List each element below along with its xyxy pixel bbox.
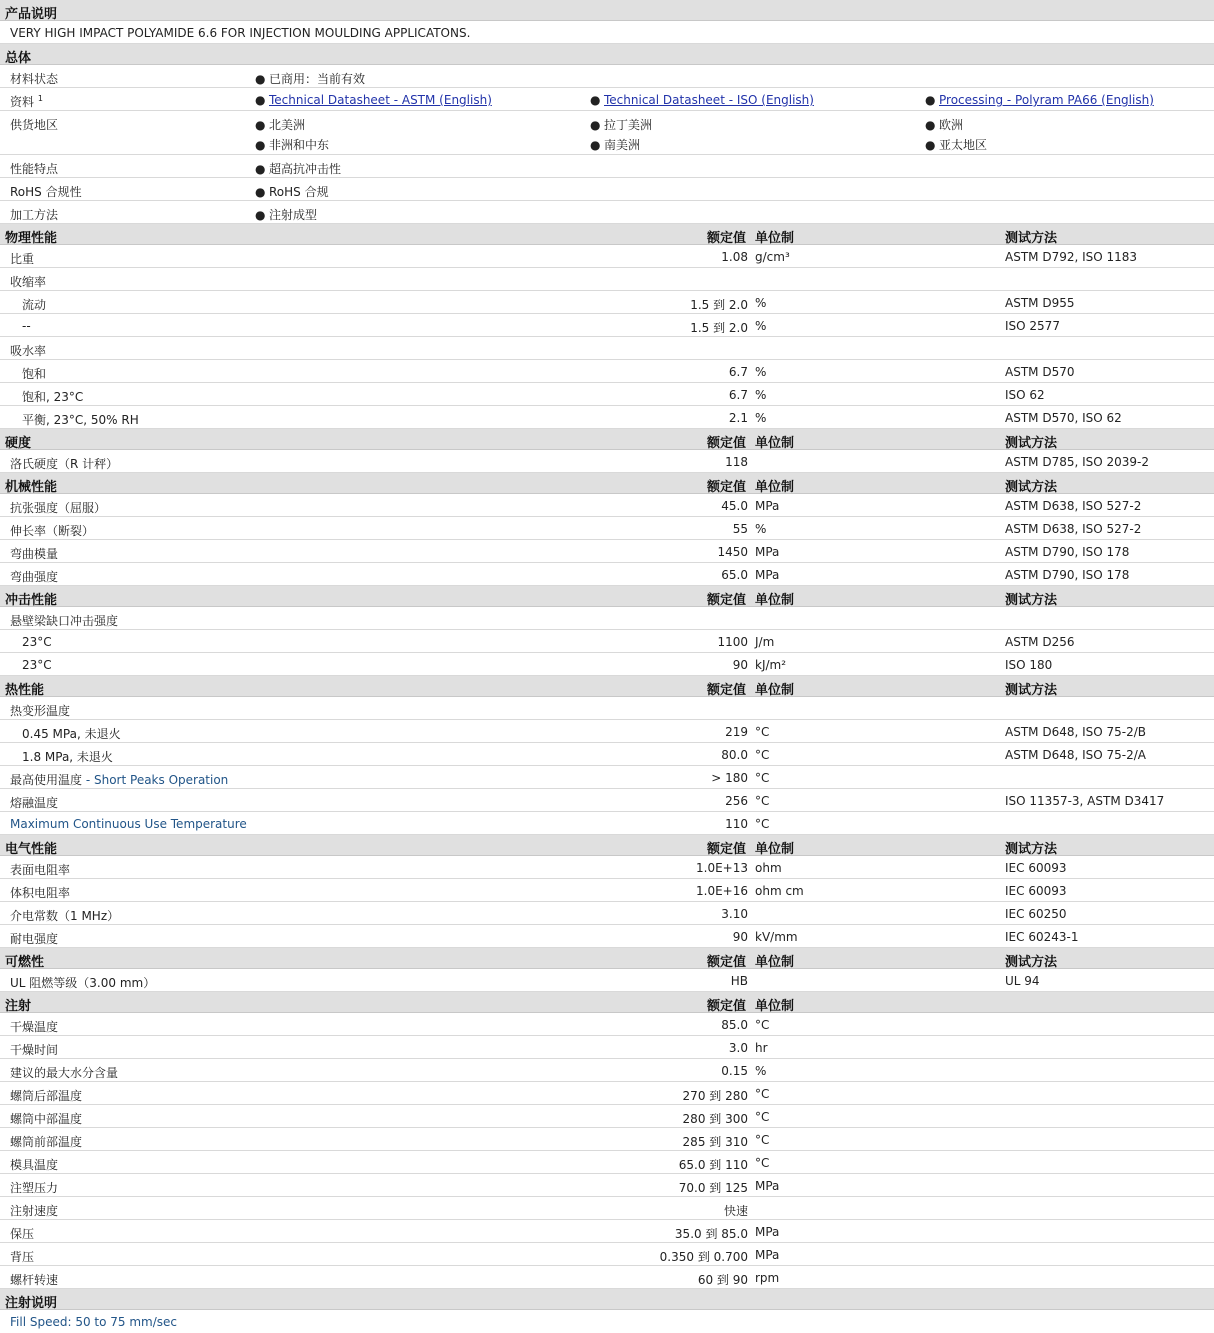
section-title: 热性能 [5, 683, 45, 698]
notes-header [0, 1289, 1214, 1310]
bullet-icon: ● [590, 93, 601, 107]
description-header [0, 0, 1214, 21]
property-method: ASTM D790, ISO 178 [1005, 545, 1130, 559]
property-label: 洛氏硬度（R 计秤） [10, 457, 119, 471]
property-row [0, 1220, 1214, 1243]
property-label: 建议的最大水分含量 [10, 1066, 119, 1080]
property-row [0, 406, 1214, 429]
region-item: ● 欧洲 [925, 118, 964, 132]
property-row [0, 563, 1214, 586]
property-unit: MPa [755, 545, 780, 559]
property-method: IEC 60250 [1005, 907, 1067, 921]
property-value: 2.1 [728, 411, 748, 425]
property-row [0, 766, 1214, 789]
property-row [0, 450, 1214, 473]
property-label: 23°C [22, 658, 52, 672]
section-title: 硬度 [5, 436, 32, 451]
col-method: 测试方法 [1005, 842, 1058, 857]
property-group-row [0, 607, 1214, 630]
property-row [0, 245, 1214, 268]
property-label: 吸水率 [10, 344, 47, 358]
property-row [0, 1128, 1214, 1151]
property-method: ASTM D638, ISO 527-2 [1005, 499, 1142, 513]
rohs-row [0, 178, 1214, 201]
property-value: 3.10 [721, 907, 748, 921]
property-method: IEC 60093 [1005, 861, 1067, 875]
property-label: 饱和, 23°C [22, 390, 84, 404]
regions-row [0, 111, 1214, 155]
property-label: 比重 [10, 252, 35, 266]
property-method: ASTM D785, ISO 2039-2 [1005, 455, 1150, 469]
property-unit: kJ/m² [755, 658, 787, 672]
property-unit: °C [755, 794, 770, 808]
property-unit: °C [755, 725, 770, 739]
col-nominal: 额定值 [707, 436, 747, 451]
property-row [0, 1105, 1214, 1128]
property-unit: °C [755, 1156, 770, 1170]
property-value: 1450 [717, 545, 748, 559]
region-item: ● 非洲和中东 [255, 138, 330, 152]
property-label: 螺筒后部温度 [10, 1089, 83, 1103]
col-nominal: 额定值 [707, 999, 747, 1014]
property-value: > 180 [711, 771, 748, 785]
property-unit: °C [755, 817, 770, 831]
property-value: 70.0 到 125 [678, 1181, 748, 1195]
property-label: 0.45 MPa, 未退火 [22, 727, 121, 741]
property-value: 285 到 310 [682, 1135, 748, 1149]
property-unit: g/cm³ [755, 250, 790, 264]
property-row [0, 856, 1214, 879]
property-row [0, 812, 1214, 835]
col-unit: 单位制 [755, 683, 795, 698]
general-title: 总体 [5, 51, 32, 66]
property-label: 悬壁梁缺口冲击强度 [10, 614, 119, 628]
section-header [0, 429, 1214, 450]
property-unit: °C [755, 748, 770, 762]
property-label: 最高使用温度 - Short Peaks Operation [10, 773, 229, 787]
section-header [0, 586, 1214, 607]
section-title: 可燃性 [5, 955, 45, 970]
col-nominal: 额定值 [707, 842, 747, 857]
col-unit: 单位制 [755, 999, 795, 1014]
property-value: 219 [725, 725, 748, 739]
documents-label: 资料 $^1$ [10, 94, 43, 109]
property-method: ISO 2577 [1005, 319, 1060, 333]
property-unit: % [755, 296, 767, 310]
col-method: 测试方法 [1005, 593, 1058, 608]
property-value: 90 [732, 658, 748, 672]
property-value: 6.7 [728, 388, 748, 402]
property-row [0, 1266, 1214, 1289]
property-label: 伸长率（断裂） [10, 524, 95, 538]
bullet-icon: ● [255, 72, 266, 86]
property-value: 1.5 到 2.0 [690, 321, 748, 335]
col-unit: 单位制 [755, 842, 795, 857]
property-value: 45.0 [721, 499, 748, 513]
property-value: 0.350 到 0.700 [659, 1250, 748, 1264]
col-method: 测试方法 [1005, 436, 1058, 451]
section-title: 机械性能 [5, 480, 58, 495]
property-row [0, 517, 1214, 540]
property-row [0, 314, 1214, 337]
description-text: VERY HIGH IMPACT POLYAMIDE 6.6 FOR INJECTION MOULDING APPLICATONS. [10, 26, 471, 40]
property-unit: MPa [755, 499, 780, 513]
property-label: 弯曲模量 [10, 547, 59, 561]
region-item: ● 北美洲 [255, 118, 306, 132]
property-label: 熔融温度 [10, 796, 59, 810]
description-row [0, 21, 1214, 44]
property-row [0, 1036, 1214, 1059]
property-label: 耐电强度 [10, 932, 59, 946]
property-row [0, 879, 1214, 902]
property-method: UL 94 [1005, 974, 1040, 988]
property-label: UL 阻燃等级（3.00 mm） [10, 976, 156, 990]
property-row [0, 1174, 1214, 1197]
property-group-row [0, 268, 1214, 291]
property-method: ASTM D648, ISO 75-2/B [1005, 725, 1147, 739]
property-label: 注射速度 [10, 1204, 59, 1218]
property-label: 饱和 [22, 367, 47, 381]
property-group-row [0, 697, 1214, 720]
property-row [0, 925, 1214, 948]
property-label: 1.8 MPa, 未退火 [22, 750, 113, 764]
property-label: -- [22, 319, 31, 333]
property-row [0, 1082, 1214, 1105]
doc-link-processing[interactable]: ● Processing - Polyram PA66 (English) [925, 93, 1154, 107]
property-row [0, 1059, 1214, 1082]
doc-link-iso[interactable]: ● Technical Datasheet - ISO (English) [590, 93, 814, 107]
property-value: 1100 [717, 635, 748, 649]
processing-row [0, 201, 1214, 224]
property-row [0, 494, 1214, 517]
property-label: 平衡, 23°C, 50% RH [22, 413, 139, 427]
section-header [0, 992, 1214, 1013]
property-unit: % [755, 522, 767, 536]
section-header [0, 473, 1214, 494]
property-value: 1.0E+13 [696, 861, 748, 875]
property-value: 35.0 到 85.0 [674, 1227, 748, 1241]
property-method: IEC 60243-1 [1005, 930, 1079, 944]
property-label: 干燥温度 [10, 1020, 59, 1034]
processing-label: 加工方法 [10, 208, 59, 222]
property-label: 保压 [10, 1227, 35, 1241]
rohs-value: ● RoHS 合规 [255, 185, 329, 199]
property-unit: ohm [755, 861, 782, 875]
property-method: ASTM D955 [1005, 296, 1075, 310]
col-nominal: 额定值 [707, 593, 747, 608]
doc-link-astm[interactable]: ● Technical Datasheet - ASTM (English) [255, 93, 492, 107]
property-unit: % [755, 1064, 767, 1078]
property-method: ASTM D570 [1005, 365, 1075, 379]
property-row [0, 720, 1214, 743]
property-label: 表面电阻率 [10, 863, 71, 877]
documents-row [0, 88, 1214, 111]
section-title: 冲击性能 [5, 593, 58, 608]
col-unit: 单位制 [755, 480, 795, 495]
property-unit: °C [755, 1110, 770, 1124]
features-label: 性能特点 [10, 162, 59, 176]
col-unit: 单位制 [755, 955, 795, 970]
property-unit: MPa [755, 1248, 780, 1262]
property-method: ISO 11357-3, ASTM D3417 [1005, 794, 1165, 808]
section-title: 物理性能 [5, 231, 58, 246]
property-method: ASTM D638, ISO 527-2 [1005, 522, 1142, 536]
col-method: 测试方法 [1005, 231, 1058, 246]
property-label: 螺筒前部温度 [10, 1135, 83, 1149]
property-label: 体积电阻率 [10, 886, 71, 900]
property-value: HB [730, 974, 748, 988]
features-value: ● 超高抗冲击性 [255, 162, 342, 176]
property-unit: J/m [755, 635, 775, 649]
property-value: 1.08 [721, 250, 748, 264]
notes-title: 注射说明 [5, 1296, 58, 1311]
property-value: 60 到 90 [697, 1273, 748, 1287]
property-unit: % [755, 388, 767, 402]
property-row [0, 360, 1214, 383]
property-label: 弯曲强度 [10, 570, 59, 584]
property-unit: °C [755, 1087, 770, 1101]
property-label: 23°C [22, 635, 52, 649]
section-title: 注射 [5, 999, 32, 1014]
property-method: ASTM D256 [1005, 635, 1075, 649]
col-nominal: 额定值 [707, 231, 747, 246]
description-title: 产品说明 [5, 7, 58, 22]
col-method: 测试方法 [1005, 955, 1058, 970]
property-group-row [0, 337, 1214, 360]
col-method: 测试方法 [1005, 683, 1058, 698]
processing-value: ● 注射成型 [255, 208, 318, 222]
property-value: 65.0 到 110 [678, 1158, 748, 1172]
property-unit: % [755, 365, 767, 379]
property-value: 1.5 到 2.0 [690, 298, 748, 312]
property-row [0, 743, 1214, 766]
region-item: ● 亚太地区 [925, 138, 988, 152]
features-row [0, 155, 1214, 178]
section-header [0, 224, 1214, 245]
property-value: 0.15 [721, 1064, 748, 1078]
property-unit: % [755, 319, 767, 333]
property-label: 螺杆转速 [10, 1273, 59, 1287]
property-row [0, 969, 1214, 992]
col-method: 测试方法 [1005, 480, 1058, 495]
property-method: ISO 62 [1005, 388, 1045, 402]
notes-row [0, 1310, 1214, 1333]
property-value: 270 到 280 [682, 1089, 748, 1103]
property-unit: °C [755, 771, 770, 785]
col-nominal: 额定值 [707, 683, 747, 698]
property-value: 256 [725, 794, 748, 808]
col-unit: 单位制 [755, 593, 795, 608]
material-status-value: ● 已商用：当前有效 [255, 72, 366, 86]
notes-text: Fill Speed: 50 to 75 mm/sec [10, 1315, 178, 1329]
property-method: IEC 60093 [1005, 884, 1067, 898]
rohs-label: RoHS 合规性 [10, 185, 82, 199]
property-method: ASTM D792, ISO 1183 [1005, 250, 1138, 264]
bullet-icon: ● [255, 93, 266, 107]
property-row [0, 902, 1214, 925]
region-item: ● 拉丁美洲 [590, 118, 653, 132]
property-unit: MPa [755, 1225, 780, 1239]
property-label: 模具温度 [10, 1158, 59, 1172]
col-nominal: 额定值 [707, 955, 747, 970]
general-header [0, 44, 1214, 65]
property-label: 干燥时间 [10, 1043, 59, 1057]
section-header [0, 835, 1214, 856]
property-value: 55 [732, 522, 748, 536]
property-row [0, 630, 1214, 653]
property-method: ASTM D570, ISO 62 [1005, 411, 1122, 425]
property-label: 热变形温度 [10, 704, 71, 718]
col-unit: 单位制 [755, 436, 795, 451]
property-unit: °C [755, 1018, 770, 1032]
section-title: 电气性能 [5, 842, 58, 857]
section-header [0, 676, 1214, 697]
property-value: 65.0 [721, 568, 748, 582]
col-nominal: 额定值 [707, 480, 747, 495]
col-unit: 单位制 [755, 231, 795, 246]
property-value: 90 [732, 930, 748, 944]
property-unit: kV/mm [755, 930, 798, 944]
property-value: 快速 [723, 1204, 748, 1218]
property-method: ASTM D648, ISO 75-2/A [1005, 748, 1146, 762]
property-label: 介电常数（1 MHz） [10, 909, 120, 923]
property-unit: MPa [755, 568, 780, 582]
property-row [0, 653, 1214, 676]
property-value: 6.7 [728, 365, 748, 379]
property-unit: ohm cm [755, 884, 804, 898]
property-unit: % [755, 411, 767, 425]
property-unit: hr [755, 1041, 768, 1055]
property-value: 3.0 [728, 1041, 748, 1055]
property-label: 注塑压力 [10, 1181, 59, 1195]
property-label: 螺筒中部温度 [10, 1112, 83, 1126]
property-label: 背压 [10, 1250, 35, 1264]
bullet-icon: ● [925, 93, 936, 107]
property-row [0, 789, 1214, 812]
property-value: 80.0 [721, 748, 748, 762]
regions-label: 供货地区 [10, 118, 59, 132]
property-value: 118 [725, 455, 748, 469]
property-value: 1.0E+16 [696, 884, 748, 898]
property-unit: MPa [755, 1179, 780, 1193]
property-label: 流动 [22, 298, 47, 312]
property-row [0, 1151, 1214, 1174]
property-label: 收缩率 [10, 275, 47, 289]
property-label: Maximum Continuous Use Temperature [10, 817, 247, 831]
property-row [0, 1197, 1214, 1220]
property-value: 280 到 300 [682, 1112, 748, 1126]
property-unit: rpm [755, 1271, 780, 1285]
region-item: ● 南美洲 [590, 138, 641, 152]
material-status-label: 材料状态 [10, 72, 59, 86]
property-method: ISO 180 [1005, 658, 1053, 672]
material-status-row [0, 65, 1214, 88]
property-row [0, 291, 1214, 314]
property-label: 抗张强度（屈服） [10, 501, 107, 515]
property-method: ASTM D790, ISO 178 [1005, 568, 1130, 582]
property-unit: °C [755, 1133, 770, 1147]
property-row [0, 540, 1214, 563]
property-row [0, 1243, 1214, 1266]
section-header [0, 948, 1214, 969]
property-value: 85.0 [721, 1018, 748, 1032]
property-row [0, 383, 1214, 406]
property-value: 110 [725, 817, 748, 831]
property-row [0, 1013, 1214, 1036]
property-sections [0, 224, 1214, 1289]
